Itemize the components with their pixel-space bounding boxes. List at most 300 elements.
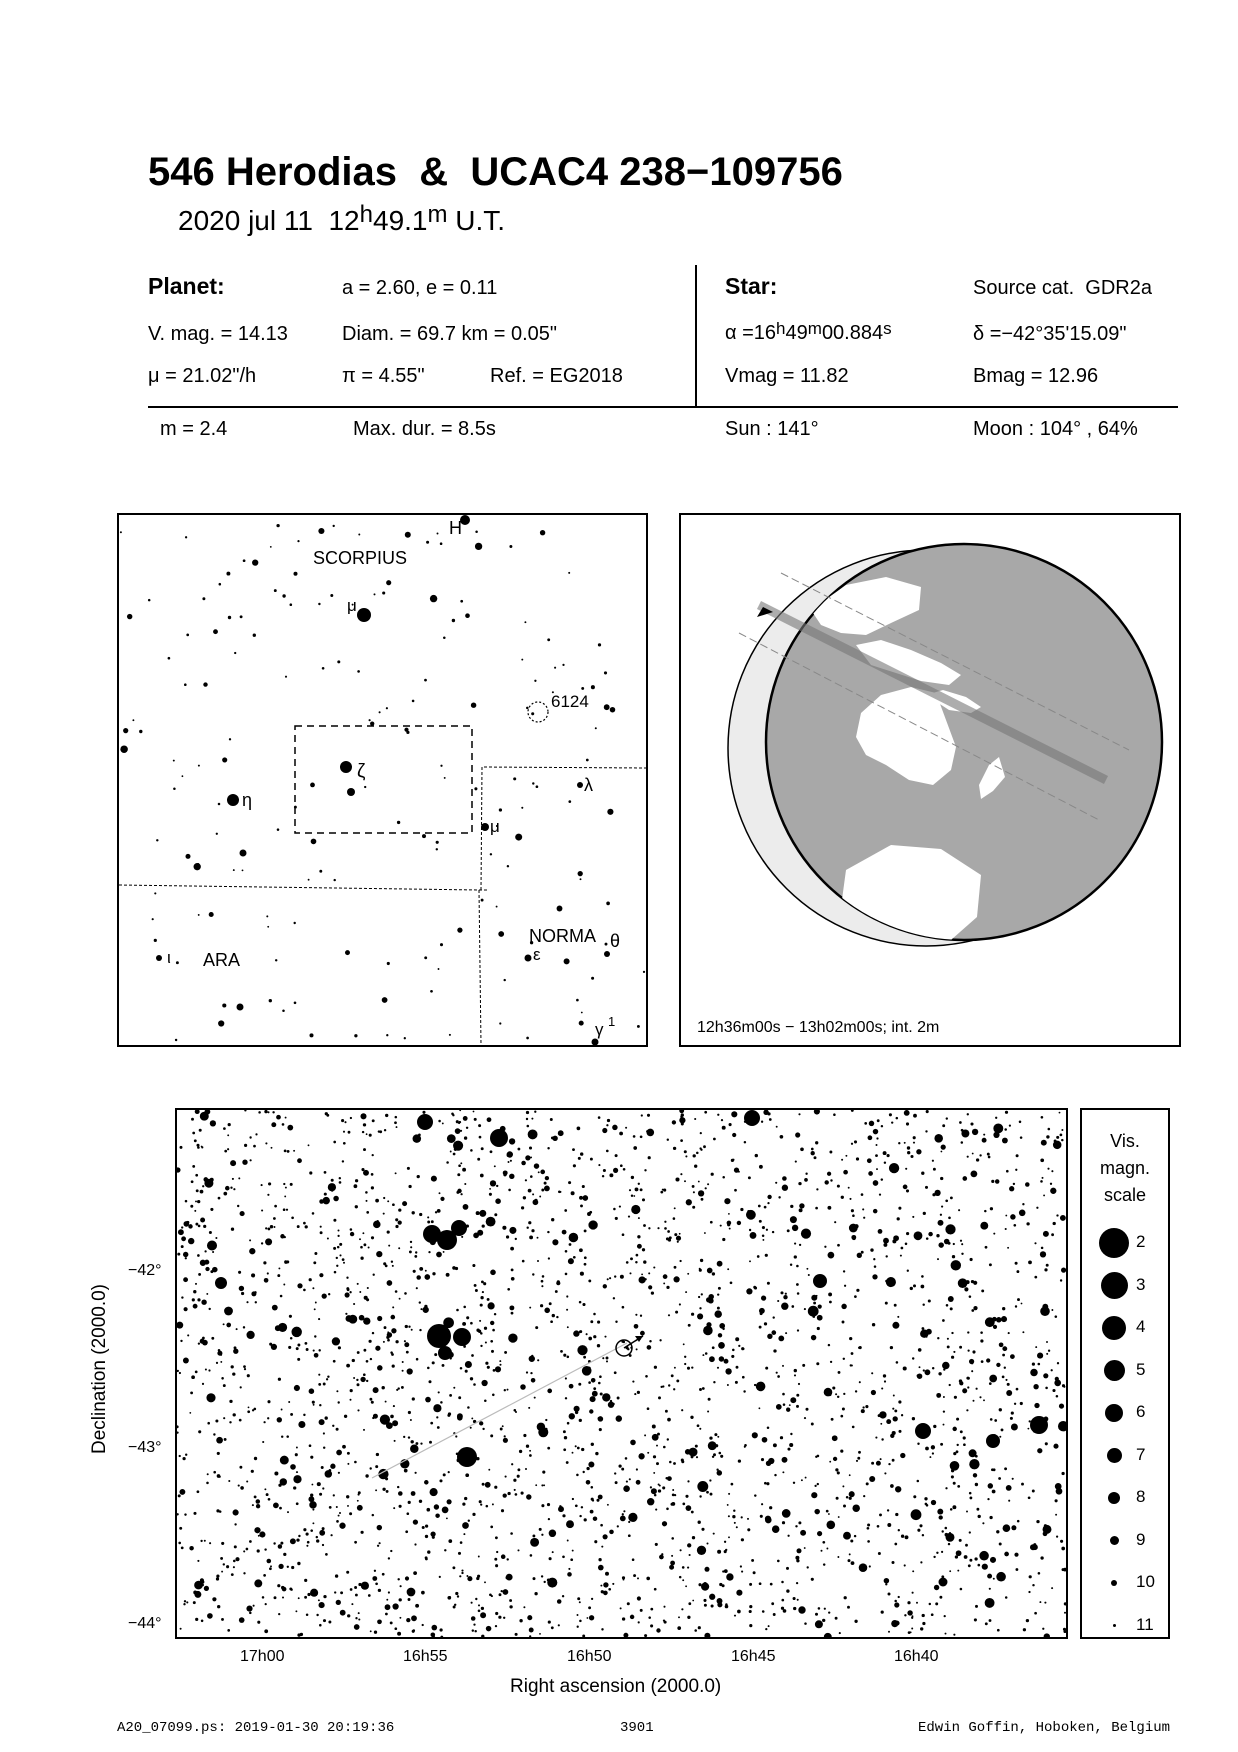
star (298, 1597, 300, 1599)
star-declination: δ =−42°35'15.09" (973, 323, 1127, 345)
star (247, 1374, 250, 1377)
star (993, 1123, 1003, 1133)
star (294, 1385, 300, 1391)
star (230, 1160, 236, 1166)
star (852, 1426, 855, 1429)
legend-item (1082, 1441, 1168, 1471)
star (903, 1366, 907, 1370)
star (879, 1194, 881, 1196)
star (562, 664, 564, 666)
star (455, 1592, 458, 1595)
star (322, 1487, 324, 1489)
star (498, 931, 504, 937)
star (647, 1407, 650, 1410)
star (457, 1173, 460, 1176)
star (1011, 1424, 1018, 1431)
star (575, 1504, 578, 1507)
star (350, 1399, 352, 1401)
star (363, 1123, 366, 1126)
star (340, 1591, 343, 1594)
star (395, 1116, 398, 1119)
star (800, 1530, 806, 1536)
star (332, 1425, 334, 1427)
star (384, 1129, 386, 1131)
star (249, 1136, 251, 1138)
star (838, 1371, 841, 1374)
star (396, 1126, 398, 1128)
star (687, 1480, 689, 1482)
star (387, 1231, 390, 1234)
star (877, 1119, 880, 1122)
star (375, 1346, 380, 1351)
star (311, 839, 317, 845)
star (290, 1183, 293, 1186)
star (1059, 1112, 1061, 1114)
star (607, 1119, 610, 1122)
star (1060, 1134, 1063, 1137)
star (408, 1185, 411, 1188)
star (736, 1366, 739, 1369)
star (568, 1568, 570, 1570)
star (726, 1573, 733, 1580)
star (186, 1601, 188, 1603)
star (722, 1328, 724, 1330)
star (577, 1614, 579, 1616)
star (353, 1377, 355, 1379)
star (969, 1295, 972, 1298)
star (480, 1296, 483, 1299)
star (995, 1117, 997, 1119)
star (318, 1599, 320, 1601)
star-zeta-scorpii (340, 761, 352, 773)
star (310, 1529, 313, 1532)
star (673, 1388, 675, 1390)
star (462, 1502, 465, 1505)
star (246, 1301, 248, 1303)
star (798, 1182, 801, 1185)
star (393, 1405, 395, 1407)
star (802, 1364, 805, 1367)
star (382, 1573, 385, 1576)
legend-dot (1107, 1448, 1122, 1463)
star (237, 1004, 244, 1011)
star (671, 1555, 673, 1557)
star (448, 1539, 452, 1543)
star (1048, 1350, 1050, 1352)
star (464, 1136, 467, 1139)
star (318, 1374, 320, 1376)
star (357, 1383, 360, 1386)
star (941, 1144, 946, 1149)
star (457, 1189, 461, 1193)
star (604, 671, 607, 674)
star (397, 821, 400, 824)
label-eta: η (242, 790, 253, 810)
star (987, 1574, 992, 1579)
star (804, 1308, 806, 1310)
star (282, 1123, 285, 1126)
star (1005, 1228, 1007, 1230)
star (648, 1156, 651, 1159)
star (479, 1320, 481, 1322)
star (336, 1600, 341, 1605)
star (554, 667, 556, 669)
star (362, 1131, 364, 1133)
star (496, 1551, 498, 1553)
star (653, 1266, 655, 1268)
star (413, 1571, 417, 1575)
star (436, 1416, 438, 1418)
star (503, 1493, 507, 1497)
star (663, 1282, 665, 1284)
star (480, 1504, 482, 1506)
star (942, 1124, 945, 1127)
star (494, 1313, 496, 1315)
star (224, 1438, 227, 1441)
star (354, 1034, 357, 1037)
star (717, 1307, 720, 1310)
star (567, 1540, 569, 1542)
star (873, 1209, 878, 1214)
star (323, 1383, 326, 1386)
star (742, 1376, 745, 1379)
star (632, 1381, 634, 1383)
star (293, 1486, 296, 1489)
star (647, 1114, 650, 1117)
star (395, 1340, 398, 1343)
star (434, 1504, 439, 1509)
star (375, 1489, 377, 1491)
star (673, 1276, 679, 1282)
star (152, 918, 154, 920)
star (736, 1590, 742, 1596)
star (754, 1286, 757, 1289)
star (243, 1572, 245, 1574)
star (175, 1039, 177, 1041)
star (654, 1588, 657, 1591)
star (195, 1371, 198, 1374)
star (556, 1281, 560, 1285)
star (209, 1231, 212, 1234)
star (884, 1161, 886, 1163)
star (740, 1565, 742, 1567)
star (236, 1328, 238, 1330)
star (990, 1207, 993, 1210)
star (1002, 1138, 1008, 1144)
star (1053, 1444, 1058, 1449)
star (488, 1302, 495, 1309)
star (526, 707, 529, 710)
earth-globe (681, 515, 1179, 1045)
star (765, 1628, 767, 1630)
star (318, 528, 324, 534)
star (168, 657, 171, 660)
star (689, 1554, 691, 1556)
star (687, 1367, 690, 1370)
star (580, 1272, 584, 1276)
star (799, 1244, 801, 1246)
star (761, 1295, 766, 1300)
star (790, 1433, 792, 1435)
star (309, 1388, 315, 1394)
star (242, 869, 244, 871)
star (421, 1591, 425, 1595)
star (256, 1499, 260, 1504)
star (377, 1619, 382, 1624)
star (762, 1610, 765, 1613)
star (466, 1575, 468, 1577)
star (569, 1233, 579, 1243)
star (309, 1171, 312, 1174)
star (878, 1229, 883, 1234)
star (897, 1217, 900, 1220)
star (465, 1361, 472, 1368)
legend-item (1082, 1483, 1168, 1513)
star (372, 1332, 374, 1334)
star (421, 1268, 423, 1270)
star (333, 525, 335, 527)
star (1006, 1390, 1012, 1396)
star (593, 1313, 596, 1316)
star (945, 1199, 948, 1202)
star (656, 1462, 659, 1465)
star (1056, 1536, 1058, 1538)
star (743, 1390, 745, 1392)
star (378, 1130, 380, 1132)
star (446, 1517, 448, 1519)
star (270, 546, 272, 548)
star (218, 1197, 221, 1200)
star (731, 1111, 737, 1117)
star (983, 1399, 985, 1401)
star (506, 1235, 509, 1238)
star (632, 1558, 635, 1561)
star (919, 1366, 921, 1368)
star (680, 1549, 682, 1551)
star (761, 1458, 764, 1461)
star (796, 1283, 799, 1286)
star (793, 1597, 796, 1600)
star (881, 1438, 883, 1440)
star (179, 1455, 181, 1457)
star (471, 1417, 473, 1419)
star (907, 1601, 910, 1604)
star (907, 1270, 909, 1272)
star (195, 1200, 197, 1202)
star (762, 1226, 765, 1229)
star (1015, 1568, 1018, 1571)
star (328, 1621, 331, 1624)
star (582, 1303, 585, 1306)
star (887, 1523, 891, 1527)
star (547, 1389, 552, 1394)
star (753, 1571, 756, 1574)
star (337, 1235, 339, 1237)
star (1051, 1587, 1053, 1589)
star (724, 1541, 726, 1543)
star (408, 1326, 410, 1328)
star (290, 603, 293, 606)
star (195, 1110, 200, 1114)
star (850, 1539, 853, 1542)
star (231, 1228, 234, 1231)
star (590, 1158, 593, 1161)
star (797, 1599, 799, 1601)
star (1002, 1354, 1005, 1357)
star (440, 1197, 444, 1201)
star (241, 1292, 244, 1295)
star (193, 1512, 196, 1515)
star (303, 1414, 305, 1416)
star (463, 1306, 466, 1309)
star (202, 1185, 204, 1187)
star (515, 1238, 517, 1240)
star (346, 1364, 350, 1368)
star (304, 1579, 307, 1582)
star (528, 1221, 531, 1224)
star (581, 1506, 583, 1508)
star (883, 1374, 886, 1377)
star (529, 1454, 532, 1457)
star (658, 1489, 661, 1492)
star (379, 711, 381, 713)
star (404, 1340, 406, 1342)
star (673, 1217, 676, 1220)
star (711, 1173, 714, 1176)
star (206, 1293, 208, 1295)
star (193, 1304, 198, 1309)
star (277, 1584, 280, 1587)
star (762, 1234, 765, 1237)
legend-item (1082, 1313, 1168, 1343)
star (212, 1267, 218, 1273)
star (898, 1400, 901, 1403)
star (487, 1117, 492, 1122)
star (1006, 1485, 1012, 1491)
star (526, 1111, 529, 1114)
star (894, 1543, 897, 1546)
star (605, 943, 608, 946)
star (358, 534, 360, 536)
star (440, 1636, 443, 1637)
star (1060, 1215, 1066, 1221)
star (132, 719, 134, 721)
star (268, 1182, 271, 1185)
star (1048, 1128, 1051, 1131)
star (747, 1518, 749, 1520)
star (735, 1337, 739, 1341)
star (894, 1409, 897, 1412)
star (204, 1586, 209, 1591)
star (616, 1415, 622, 1421)
star (967, 1377, 970, 1380)
star (244, 1368, 246, 1370)
star (1041, 1247, 1044, 1250)
star (438, 1391, 440, 1393)
star (223, 1384, 226, 1387)
star (1017, 1520, 1020, 1523)
star (283, 1208, 286, 1211)
star (386, 1034, 388, 1036)
star (427, 1221, 430, 1224)
star (485, 1362, 488, 1365)
earth-globe-panel (679, 513, 1181, 1047)
star (435, 1513, 440, 1518)
star (979, 1396, 981, 1398)
star (210, 1120, 216, 1126)
star (232, 1178, 234, 1180)
star (367, 1287, 369, 1289)
star (961, 1253, 963, 1255)
star (252, 1409, 254, 1411)
star (1040, 1556, 1043, 1559)
legend-dot (1099, 1228, 1129, 1258)
star (407, 1588, 416, 1597)
star (667, 1139, 669, 1141)
star (591, 1378, 596, 1383)
star (895, 1513, 898, 1516)
star (600, 1524, 603, 1527)
star (687, 1273, 689, 1275)
star (517, 1549, 519, 1551)
star (452, 619, 455, 622)
star (501, 1509, 504, 1512)
star (811, 1423, 814, 1426)
star (406, 1351, 409, 1354)
star (579, 1419, 582, 1422)
star-lambda-normae (577, 782, 583, 788)
star (701, 1528, 704, 1531)
star (507, 1154, 510, 1157)
star (279, 1507, 282, 1510)
star (911, 1509, 922, 1520)
star (212, 1597, 216, 1601)
star (970, 1122, 973, 1125)
star (249, 1540, 252, 1543)
star (759, 1220, 762, 1223)
star (584, 1518, 587, 1521)
star (677, 1626, 681, 1630)
star (407, 1167, 410, 1170)
star (541, 1189, 544, 1192)
star (798, 1383, 800, 1385)
star (822, 1619, 825, 1622)
star (603, 1169, 606, 1172)
star (636, 1254, 639, 1257)
star (959, 1346, 962, 1349)
star (489, 1188, 491, 1190)
star (502, 1226, 506, 1230)
star (741, 1516, 743, 1518)
star (698, 1190, 704, 1196)
star (1053, 1141, 1062, 1150)
star (588, 1606, 591, 1609)
star (1010, 1417, 1013, 1420)
star (631, 1195, 633, 1197)
star (346, 1571, 349, 1574)
star (793, 1607, 796, 1610)
star (591, 1498, 594, 1501)
star (496, 1185, 498, 1187)
star (431, 1633, 436, 1638)
star (637, 1391, 640, 1394)
star (216, 1437, 223, 1444)
star (701, 1583, 709, 1591)
star (538, 1171, 540, 1173)
star (837, 1471, 840, 1474)
star (586, 1467, 589, 1470)
star (432, 1272, 435, 1275)
